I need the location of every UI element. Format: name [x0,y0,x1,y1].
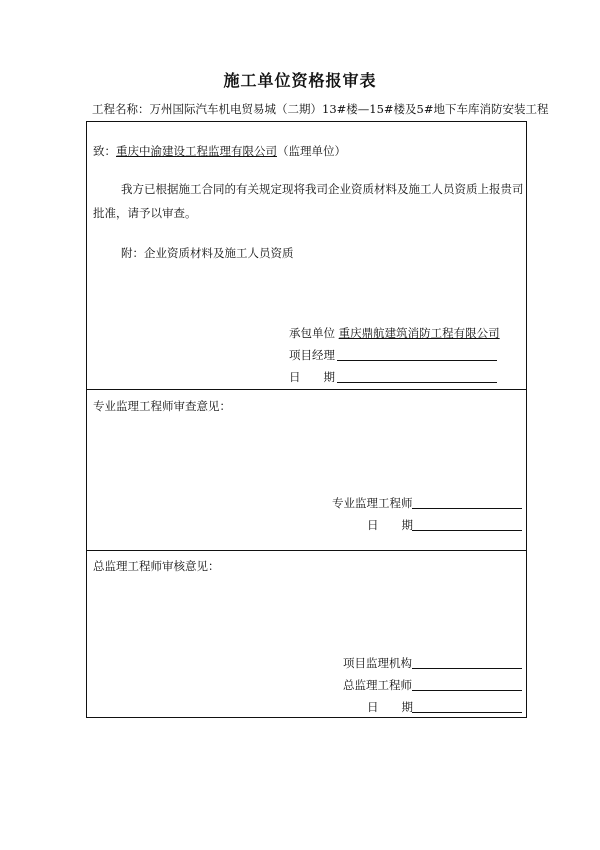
contractor-line [289,326,500,340]
specialist-date-line[interactable] [412,530,522,531]
specialist-review-heading: 专业监理工程师审查意见： [93,399,231,413]
chief-review-heading: 总监理工程师审核意见： [93,559,220,573]
addressee-line [93,144,346,158]
project-name-value: 万州国际汽车机电贸易城（二期）13#楼—15#楼及5#地下车库消防安装工程 [149,102,549,116]
request-text-line2: 批准，请予以审查。 [93,206,197,220]
section-divider-2 [87,550,526,551]
chief-date-label: 日 期 [367,700,413,714]
project-manager-label: 项目经理 [289,348,335,362]
project-name-line [92,101,549,117]
supervisor-suffix: （监理单位） [277,144,346,158]
addressee-label: 致： [93,144,116,158]
supervisor-company: 重庆中渝建设工程监理有限公司 [116,144,277,158]
review-form-table [86,121,527,718]
contractor-date-line[interactable] [337,382,497,383]
request-text-line1: 我方已根据施工合同的有关规定现将我司企业资质材料及施工人员资质上报贵司 [121,182,524,196]
specialist-engineer-signature-line[interactable] [412,508,522,509]
section-divider-1 [87,389,526,390]
form-title: 施工单位资格报审表 [223,71,377,90]
project-manager-signature-line[interactable] [337,360,497,361]
contractor-company: 重庆鼎航建筑消防工程有限公司 [338,326,500,340]
supervision-org-label: 项目监理机构 [343,656,412,670]
chief-engineer-signature-line[interactable] [412,690,522,691]
attachment-note: 附：企业资质材料及施工人员资质 [121,246,294,260]
supervision-org-signature-line[interactable] [412,668,522,669]
specialist-engineer-label: 专业监理工程师 [332,496,413,510]
chief-date-line[interactable] [412,712,522,713]
chief-engineer-label: 总监理工程师 [343,678,412,692]
contractor-date-label: 日 期 [289,370,335,384]
contractor-label: 承包单位 [289,326,335,340]
project-name-label: 工程名称： [92,102,150,116]
specialist-date-label: 日 期 [367,518,413,532]
